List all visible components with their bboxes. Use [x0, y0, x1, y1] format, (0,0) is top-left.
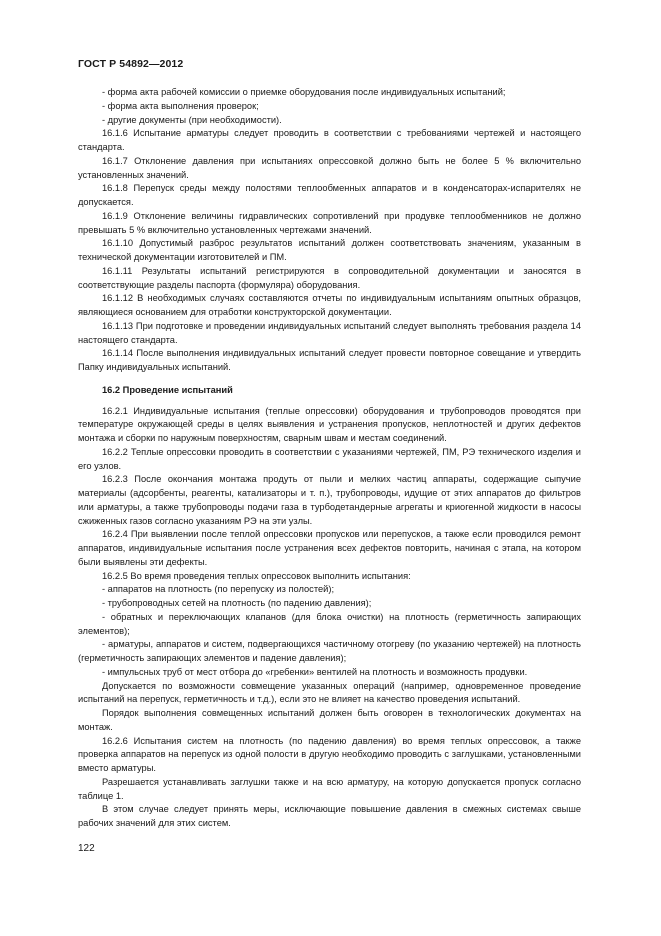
paragraph: - арматуры, аппаратов и систем, подвергающихся частичному отогреву (по указанию чертежей) на плотность (герметичность запирающих элементов и падение давления); — [78, 639, 581, 663]
page-body — [78, 86, 581, 831]
document-code: ГОСТ Р 54892—2012 — [78, 58, 184, 70]
paragraph: 16.1.6 Испытание арматуры следует проводить в соответствии с требованиями чертежей и настоящего стандарта. — [78, 128, 581, 152]
paragraph: 16.1.12 В необходимых случаях составляются отчеты по индивидуальным испытаниям опытных образцов, являющиеся основанием для отработки конструкторской документации. — [78, 293, 581, 317]
paragraph: - обратных и переключающих клапанов (для блока очистки) на плотность (герметичность запирающих элементов); — [78, 611, 581, 636]
paragraph: Разрешается устанавливать заглушки также и на всю арматуру, на которую допускается пропуск согласно таблице 1. — [78, 776, 581, 801]
paragraph: Допускается по возможности совмещение указанных операций (например, одновременное проведение испытаний на перепуск, герметичность и т.д.), если это не влияет на качество проведения испытаний. — [78, 680, 581, 705]
paragraph: 16.2.3 После окончания монтажа продуть от пыли и мелких частиц аппараты, содержащие сыпучие материалы (адсорбенты, реагенты, катализаторы и т. п.), трубопроводы, идущие от этих аппаратов до фильтров или арматуры, а также трубопроводы подачи газа в турбодетандерные агрегаты и криогенной жидкости в насосы сжиженных газов согласно указаниям РЭ на эти узлы. — [78, 474, 581, 526]
paragraph: 16.2.6 Испытания систем на плотность (по падению давления) во время теплых опрессовок, а также проверка аппаратов на перепуск из одной полости в другую необходимо проводить с заглушками, установленными вместо арматуры. — [78, 735, 581, 773]
section-heading: 16.2 Проведение испытаний — [102, 384, 233, 395]
paragraph: 16.2.5 Во время проведения теплых опрессовок выполнить испытания: — [102, 570, 411, 581]
paragraph: - аппаратов на плотность (по перепуску из полостей); — [102, 584, 335, 595]
paragraph: 16.1.7 Отклонение давления при испытаниях опрессовкой должно быть не более 5 % включительно установленных значений. — [78, 155, 581, 180]
paragraph: 16.1.14 После выполнения индивидуальных испытаний следует провести повторное совещание и утвердить Папку индивидуальных испытаний. — [78, 348, 581, 372]
paragraph: - форма акта выполнения проверок; — [102, 100, 259, 111]
paragraph: - другие документы (при необходимости). — [102, 114, 282, 125]
paragraph: - импульсных труб от мест отбора до «гребенки» вентилей на плотность и возможность продувки. — [102, 666, 528, 677]
paragraph: 16.1.10 Допустимый разброс результатов испытаний должен соответствовать значениям, указанным в технической документации изготовителей и ПМ. — [78, 238, 581, 262]
page-number: 122 — [78, 843, 95, 854]
paragraph: 16.2.2 Теплые опрессовки проводить в соответствии с указаниями чертежей, ПМ, РЭ технического изделия и его узлов. — [78, 446, 581, 471]
paragraph: 16.1.9 Отклонение величины гидравлических сопротивлений при продувке теплообменников не должно превышать 5 % включительно установленных чертежами значений. — [78, 210, 581, 235]
paragraph: - трубопроводных сетей на плотность (по падению давления); — [102, 598, 372, 608]
paragraph: 16.2.1 Индивидуальные испытания (теплые опрессовки) оборудования и трубопроводов проводятся при температуре окружающей среды в целях выявления и устранения пропусков, неплотностей и других дефектов монтажа и сборки по наружным поверхностям, сварным швам и местам соединений. — [78, 405, 581, 443]
paragraph: Порядок выполнения совмещенных испытаний должен быть оговорен в технологических документах на монтаж. — [78, 708, 581, 732]
paragraph: 16.2.4 При выявлении после теплой опрессовки пропусков или перепусков, а также если проводился ремонт аппаратов, индивидуальные испытания после устранения всех дефектов повторить, начиная с этапа, на котором были выявлены эти дефекты. — [78, 529, 581, 567]
paragraph: 16.1.13 При подготовке и проведении индивидуальных испытаний следует выполнять требования раздела 14 настоящего стандарта. — [78, 320, 581, 345]
paragraph: В этом случае следует принять меры, исключающие повышение давления в смежных системах свыше рабочих значений для этих систем. — [78, 804, 581, 828]
paragraph: 16.1.11 Результаты испытаний регистрируются в сопроводительной документации и заносятся в соответствующие разделы паспорта (формуляра) оборудования. — [78, 265, 581, 290]
paragraph: 16.1.8 Перепуск среды между полостями теплообменных аппаратов и в конденсаторах-испарителях не допускается. — [78, 183, 581, 207]
paragraph: - форма акта рабочей комиссии о приемке оборудования после индивидуальных испытаний; — [102, 87, 506, 97]
